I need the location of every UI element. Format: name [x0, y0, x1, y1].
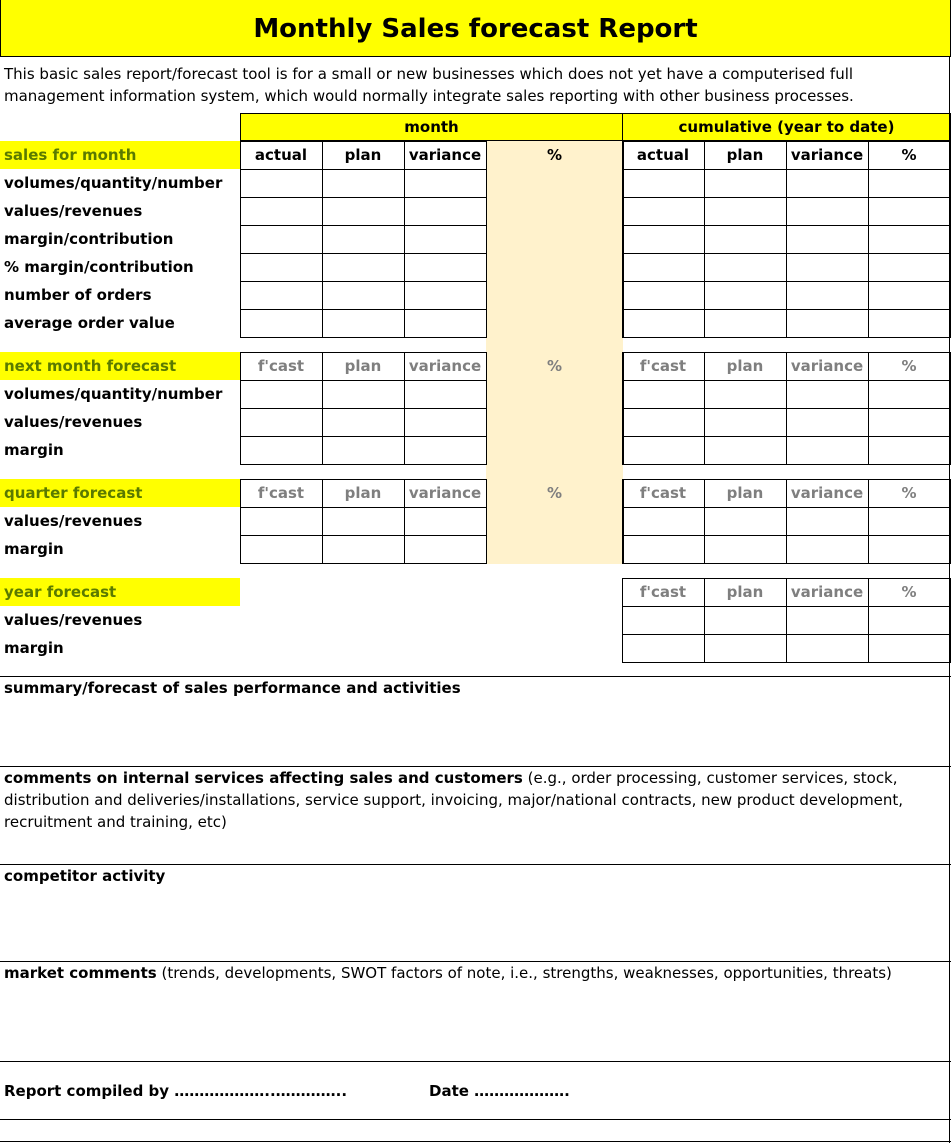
sales-for-month-row-label: values/revenues: [4, 202, 143, 220]
quarter-forecast-col-header: %: [901, 484, 917, 502]
quarter-forecast-input-cell[interactable]: [486, 535, 624, 564]
next-month-forecast-input-cell[interactable]: [704, 380, 787, 409]
quarter-forecast-input-cell[interactable]: [786, 535, 869, 564]
compiled-by-field[interactable]: Report compiled by ………………..…………..: [4, 1082, 348, 1100]
divider-footer: [0, 1061, 951, 1062]
next-month-forecast-col-header: plan: [344, 357, 382, 375]
intro-text: This basic sales report/forecast tool is for a small or new businesses which does not yet have a computerised full management information system, which would normally integrate sales reporting with other business processes.: [4, 65, 854, 105]
next-month-forecast-input-cell[interactable]: [240, 436, 323, 465]
year-forecast-col-header: plan: [726, 583, 764, 601]
sales-for-month-input-cell[interactable]: [868, 281, 951, 310]
divider-competitor: [0, 864, 951, 865]
quarter-forecast-input-cell[interactable]: [786, 507, 869, 536]
market-desc: (trends, developments, SWOT factors of note, i.e., strengths, weaknesses, opportunities, threats): [156, 964, 892, 982]
sales-for-month-col-header: plan: [726, 146, 764, 164]
sales-for-month-input-cell[interactable]: [404, 197, 487, 226]
next-month-forecast-input-cell[interactable]: [486, 436, 624, 465]
next-month-forecast-input-cell[interactable]: [704, 436, 787, 465]
sales-for-month-input-cell[interactable]: [486, 281, 624, 310]
sales-for-month-input-cell[interactable]: [240, 309, 323, 338]
sales-for-month-input-cell[interactable]: [786, 197, 869, 226]
sales-for-month-input-cell[interactable]: [322, 281, 405, 310]
year-forecast-input-cell[interactable]: [622, 606, 705, 635]
year-forecast-input-cell[interactable]: [622, 634, 705, 663]
year-forecast-label: year forecast: [4, 583, 117, 601]
sales-for-month-col-header: %: [901, 146, 917, 164]
quarter-forecast-col-header: variance: [790, 484, 864, 502]
page-right-border: [949, 57, 950, 1143]
sales-for-month-input-cell[interactable]: [322, 169, 405, 198]
sales-for-month-row-label: margin/contribution: [4, 230, 174, 248]
next-month-forecast-col-header: %: [546, 357, 563, 375]
market-area[interactable]: [0, 986, 951, 1061]
quarter-forecast-input-cell[interactable]: [868, 535, 951, 564]
sales-for-month-input-cell[interactable]: [486, 169, 624, 198]
next-month-forecast-input-cell[interactable]: [622, 436, 705, 465]
sales-for-month-col-header: actual: [636, 146, 690, 164]
quarter-forecast-input-cell[interactable]: [404, 535, 487, 564]
year-forecast-col-header: variance: [790, 583, 864, 601]
sales-for-month-input-cell[interactable]: [786, 309, 869, 338]
year-forecast-row-label: values/revenues: [4, 611, 143, 629]
next-month-forecast-col-header: variance: [408, 357, 482, 375]
sales-for-month-input-cell[interactable]: [868, 197, 951, 226]
next-month-forecast-input-cell[interactable]: [486, 408, 624, 437]
sales-for-month-row-label: % margin/contribution: [4, 258, 194, 276]
quarter-forecast-input-cell[interactable]: [704, 535, 787, 564]
sales-for-month-input-cell[interactable]: [486, 253, 624, 282]
market-block: [4, 962, 944, 984]
next-month-forecast-col-header: %: [901, 357, 917, 375]
sales-for-month-input-cell[interactable]: [240, 253, 323, 282]
sales-for-month-input-cell[interactable]: [868, 253, 951, 282]
next-month-forecast-input-cell[interactable]: [868, 380, 951, 409]
next-month-forecast-col-header: f'cast: [257, 357, 305, 375]
sales-for-month-row-label: volumes/quantity/number: [4, 174, 223, 192]
sales-for-month-input-cell[interactable]: [868, 309, 951, 338]
sales-for-month-input-cell[interactable]: [622, 309, 705, 338]
quarter-forecast-col-header: %: [546, 484, 563, 502]
next-month-forecast-col-header: plan: [726, 357, 764, 375]
sales-for-month-input-cell[interactable]: [240, 225, 323, 254]
quarter-forecast-input-cell[interactable]: [868, 507, 951, 536]
next-month-forecast-input-cell[interactable]: [404, 436, 487, 465]
quarter-forecast-input-cell[interactable]: [404, 507, 487, 536]
comments-area[interactable]: [0, 835, 951, 864]
quarter-forecast-input-cell[interactable]: [322, 507, 405, 536]
sales-for-month-input-cell[interactable]: [622, 197, 705, 226]
divider-bottom-1: [0, 1119, 951, 1120]
year-forecast-row-label: margin: [4, 639, 64, 657]
quarter-forecast-col-header: plan: [344, 484, 382, 502]
page-title: Monthly Sales forecast Report: [253, 14, 698, 44]
sales-for-month-col-header: plan: [344, 146, 382, 164]
sales-for-month-input-cell[interactable]: [704, 281, 787, 310]
sales-for-month-input-cell[interactable]: [704, 309, 787, 338]
sales-for-month-input-cell[interactable]: [704, 225, 787, 254]
sales-for-month-input-cell[interactable]: [486, 225, 624, 254]
next-month-forecast-input-cell[interactable]: [868, 436, 951, 465]
next-month-forecast-input-cell[interactable]: [786, 436, 869, 465]
next-month-forecast-row-label: values/revenues: [4, 413, 143, 431]
summary-title: summary/forecast of sales performance and activities: [4, 679, 461, 697]
next-month-forecast-input-cell[interactable]: [622, 380, 705, 409]
quarter-forecast-input-cell[interactable]: [622, 507, 705, 536]
competitor-area[interactable]: [0, 888, 951, 961]
sales-for-month-input-cell[interactable]: [404, 169, 487, 198]
next-month-forecast-row-label: volumes/quantity/number: [4, 385, 223, 403]
quarter-forecast-col-header: f'cast: [257, 484, 305, 502]
sales-for-month-input-cell[interactable]: [322, 309, 405, 338]
sales-for-month-row-label: average order value: [4, 314, 175, 332]
sales-for-month-input-cell[interactable]: [622, 225, 705, 254]
sales-for-month-input-cell[interactable]: [704, 169, 787, 198]
sales-for-month-input-cell[interactable]: [322, 197, 405, 226]
next-month-forecast-input-cell[interactable]: [322, 436, 405, 465]
competitor-title: competitor activity: [4, 867, 166, 885]
next-month-forecast-input-cell[interactable]: [240, 380, 323, 409]
quarter-forecast-label: quarter forecast: [4, 484, 143, 502]
divider-summary: [0, 676, 951, 677]
comments-desc: (e.g., order processing, customer services, stock, distribution and deliveries/installations, service support, invoicing, major/national contracts, new product development, recruitment and training, etc): [4, 769, 904, 831]
sales-for-month-input-cell[interactable]: [404, 225, 487, 254]
next-month-forecast-input-cell[interactable]: [404, 408, 487, 437]
sales-for-month-col-header: variance: [408, 146, 482, 164]
sales-for-month-input-cell[interactable]: [786, 281, 869, 310]
sales-for-month-input-cell[interactable]: [868, 169, 951, 198]
sales-for-month-input-cell[interactable]: [240, 281, 323, 310]
next-month-forecast-input-cell[interactable]: [868, 408, 951, 437]
next-month-forecast-input-cell[interactable]: [240, 408, 323, 437]
next-month-forecast-input-cell[interactable]: [322, 408, 405, 437]
sales-for-month-label: sales for month: [4, 146, 137, 164]
sales-for-month-col-header: %: [546, 146, 563, 164]
sales-for-month-input-cell[interactable]: [404, 309, 487, 338]
divider-bottom-2: [0, 1141, 951, 1142]
sales-for-month-input-cell[interactable]: [404, 253, 487, 282]
sales-for-month-input-cell[interactable]: [622, 169, 705, 198]
market-title: market comments: [4, 964, 157, 982]
sales-for-month-input-cell[interactable]: [322, 253, 405, 282]
sales-for-month-col-header: actual: [254, 146, 308, 164]
year-forecast-col-header: %: [901, 583, 917, 601]
year-forecast-input-cell[interactable]: [868, 634, 951, 663]
quarter-forecast-col-header: plan: [726, 484, 764, 502]
summary-area[interactable]: [0, 700, 951, 766]
next-month-forecast-input-cell[interactable]: [704, 408, 787, 437]
year-forecast-input-cell[interactable]: [868, 606, 951, 635]
quarter-forecast-row-label: margin: [4, 540, 64, 558]
comments-title: comments on internal services affecting sales and customers: [4, 769, 523, 787]
sales-for-month-input-cell[interactable]: [868, 225, 951, 254]
next-month-forecast-row-label: margin: [4, 441, 64, 459]
sales-for-month-input-cell[interactable]: [704, 197, 787, 226]
next-month-forecast-label: next month forecast: [4, 357, 177, 375]
quarter-forecast-input-cell[interactable]: [486, 507, 624, 536]
quarter-forecast-col-header: variance: [408, 484, 482, 502]
next-month-forecast-input-cell[interactable]: [404, 380, 487, 409]
year-forecast-input-cell[interactable]: [786, 634, 869, 663]
sales-for-month-input-cell[interactable]: [704, 253, 787, 282]
next-month-forecast-input-cell[interactable]: [486, 380, 624, 409]
next-month-forecast-col-header: variance: [790, 357, 864, 375]
date-field[interactable]: Date ……………….: [429, 1082, 570, 1100]
sales-for-month-input-cell[interactable]: [786, 253, 869, 282]
quarter-forecast-col-header: f'cast: [639, 484, 687, 502]
group-header-cumulative-label: cumulative (year to date): [678, 118, 895, 136]
sales-for-month-input-cell[interactable]: [404, 281, 487, 310]
comments-block: [4, 767, 914, 833]
year-forecast-input-cell[interactable]: [704, 634, 787, 663]
next-month-forecast-input-cell[interactable]: [786, 408, 869, 437]
quarter-forecast-input-cell[interactable]: [322, 535, 405, 564]
next-month-forecast-input-cell[interactable]: [622, 408, 705, 437]
sales-for-month-input-cell[interactable]: [240, 197, 323, 226]
sales-for-month-col-header: variance: [790, 146, 864, 164]
quarter-forecast-input-cell[interactable]: [622, 535, 705, 564]
year-forecast-input-cell[interactable]: [704, 606, 787, 635]
quarter-forecast-input-cell[interactable]: [240, 535, 323, 564]
group-header-month-label: month: [404, 118, 459, 136]
next-month-forecast-col-header: f'cast: [639, 357, 687, 375]
sales-for-month-input-cell[interactable]: [622, 281, 705, 310]
sales-for-month-input-cell[interactable]: [622, 253, 705, 282]
quarter-forecast-input-cell[interactable]: [240, 507, 323, 536]
next-month-forecast-input-cell[interactable]: [786, 380, 869, 409]
next-month-forecast-input-cell[interactable]: [322, 380, 405, 409]
sales-for-month-input-cell[interactable]: [786, 225, 869, 254]
quarter-forecast-row-label: values/revenues: [4, 512, 143, 530]
sales-for-month-input-cell[interactable]: [486, 197, 624, 226]
year-forecast-input-cell[interactable]: [786, 606, 869, 635]
sales-for-month-input-cell[interactable]: [486, 309, 624, 338]
sales-for-month-row-label: number of orders: [4, 286, 152, 304]
quarter-forecast-input-cell[interactable]: [704, 507, 787, 536]
sales-for-month-input-cell[interactable]: [322, 225, 405, 254]
year-forecast-col-header: f'cast: [639, 583, 687, 601]
sales-for-month-input-cell[interactable]: [786, 169, 869, 198]
sales-for-month-input-cell[interactable]: [240, 169, 323, 198]
